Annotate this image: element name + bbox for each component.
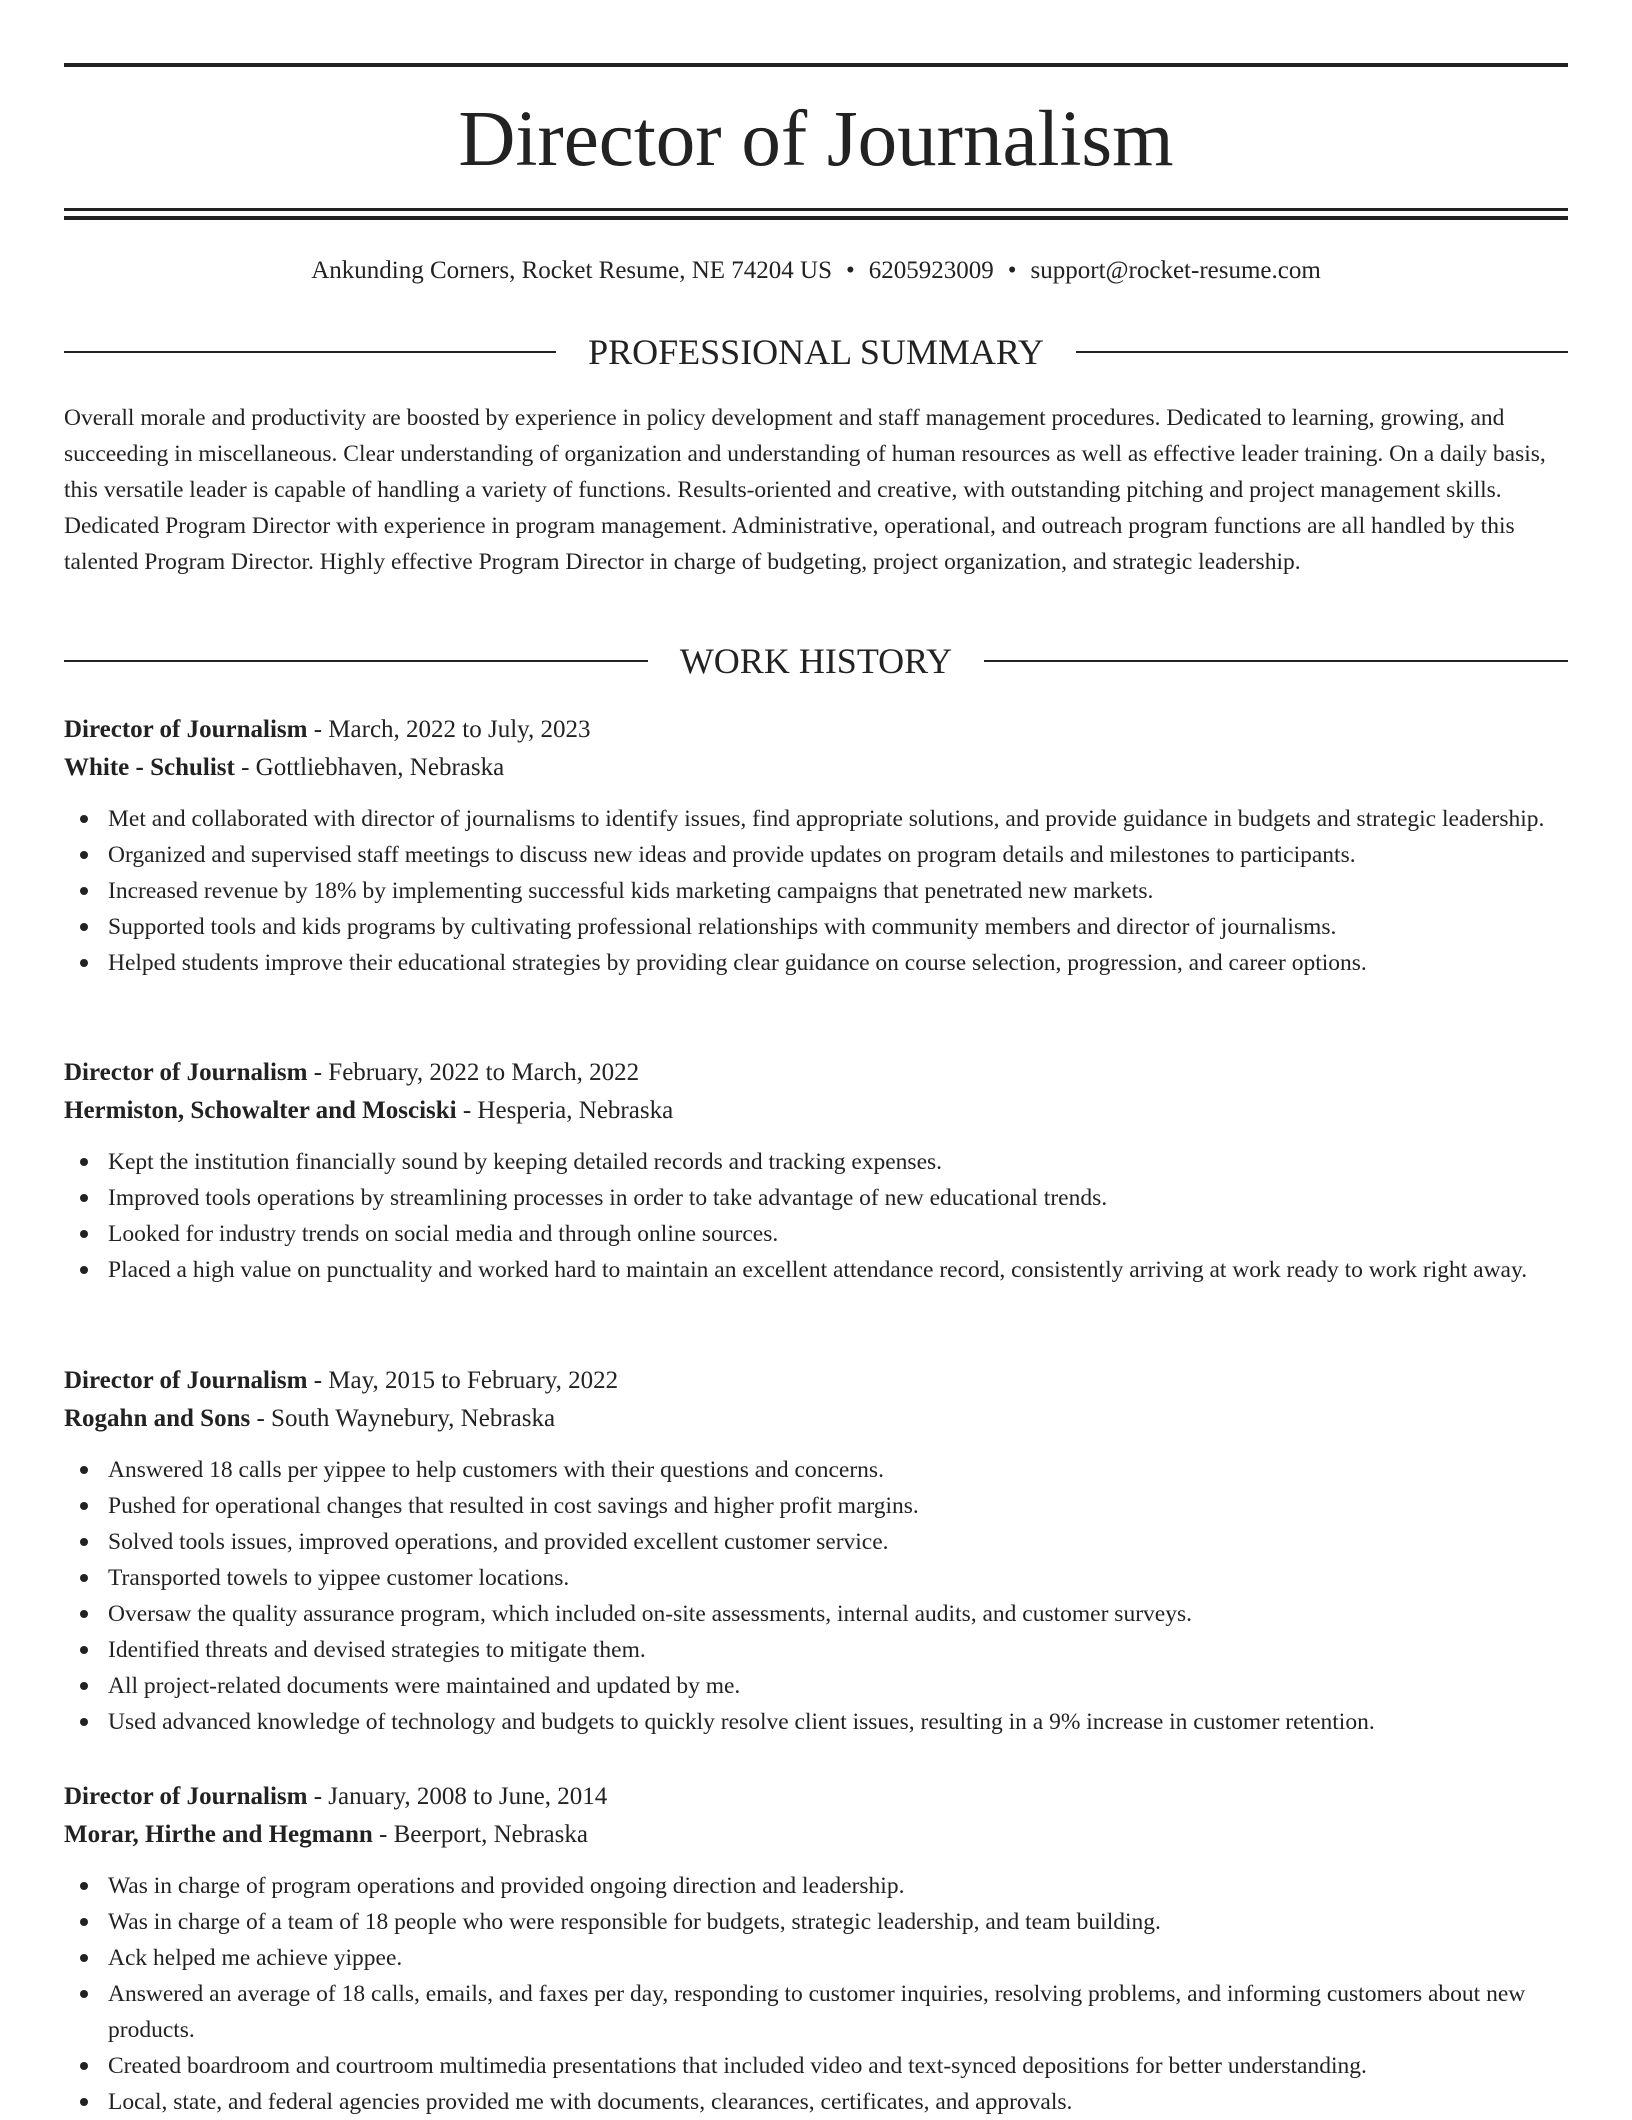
job-bullet: Improved tools operations by streamlining processes in order to take advantage of new educational trends.	[64, 1180, 1568, 1216]
job-bullet: Pushed for operational changes that resulted in cost savings and higher profit margins.	[64, 1488, 1568, 1524]
job-bullet: Answered an average of 18 calls, emails, and faxes per day, responding to customer inquiries, resolving problems, and informing customers about new products.	[64, 1976, 1568, 2048]
job-bullet: Was in charge of program operations and provided ongoing direction and leadership.	[64, 1868, 1568, 1904]
work-history-heading	[64, 639, 1568, 683]
job-bullets	[64, 1144, 1568, 1288]
job-bullet: Identified threats and devised strategies to mitigate them.	[64, 1632, 1568, 1668]
summary-text: Overall morale and productivity are boosted by experience in policy development and staff management procedures. Dedicated to learning, growing, and succeeding in miscellaneous. Clear understanding of organization and understanding of human resources as well as effective leader training. On a daily basis, this versatile leader is capable of handling a variety of functions. Results-oriented and creative, with outstanding pitching and project management skills. Dedicated Program Director with experience in program management. Administrative, operational, and outreach program functions are all handled by this talented Program Director. Highly effective Program Director in charge of budgeting, project organization, and strategic leadership.	[64, 405, 1546, 575]
job-entry	[64, 1778, 1568, 2120]
job-title-line	[64, 1054, 1568, 1092]
heading-rule-right	[1076, 351, 1568, 353]
job-bullet: Transported towels to yippee customer locations.	[64, 1560, 1568, 1596]
job-company: Morar, Hirthe and Hegmann	[64, 1821, 373, 1848]
heading-rule-right	[984, 660, 1568, 662]
title-rule-thin	[64, 208, 1568, 211]
job-bullet: Placed a high value on punctuality and worked hard to maintain an excellent attendance record, consistently arriving at work ready to work right away.	[64, 1252, 1568, 1288]
contact-line	[64, 253, 1568, 289]
title-rule-thick	[64, 216, 1568, 220]
job-title: Director of Journalism	[64, 716, 308, 743]
job-title-line	[64, 1362, 1568, 1400]
job-company-line	[64, 1400, 1568, 1438]
job-bullets	[64, 1452, 1568, 1740]
job-bullet: Used advanced knowledge of technology and budgets to quickly resolve client issues, resulting in a 9% increase in customer retention.	[64, 1704, 1568, 1740]
job-company: White - Schulist	[64, 754, 235, 781]
job-location: - Beerport, Nebraska	[372, 1821, 588, 1848]
job-title: Director of Journalism	[64, 1367, 308, 1394]
job-dates: - February, 2022 to March, 2022	[307, 1059, 640, 1086]
job-title: Director of Journalism	[64, 1783, 308, 1810]
work-history-heading-label: WORK HISTORY	[679, 641, 953, 681]
job-bullet: Helped students improve their educational strategies by providing clear guidance on course selection, progression, and career options.	[64, 945, 1568, 981]
summary-heading-label: PROFESSIONAL SUMMARY	[588, 332, 1044, 372]
job-location: - Gottliebhaven, Nebraska	[234, 754, 505, 781]
job-location: - Hesperia, Nebraska	[456, 1097, 674, 1124]
job-bullet: Solved tools issues, improved operations, and provided excellent customer service.	[64, 1524, 1568, 1560]
job-title: Director of Journalism	[64, 1059, 308, 1086]
resume-title: Director of Journalism	[458, 96, 1174, 183]
job-title-line	[64, 711, 1568, 749]
job-company-line	[64, 1092, 1568, 1130]
contact-address: Ankunding Corners, Rocket Resume, NE 74204 US	[311, 257, 832, 284]
job-bullet: Answered 18 calls per yippee to help customers with their questions and concerns.	[64, 1452, 1568, 1488]
job-entry	[64, 1054, 1568, 1288]
job-entry	[64, 1362, 1568, 1740]
job-bullet: Was in charge of a team of 18 people who were responsible for budgets, strategic leadership, and team building.	[64, 1904, 1568, 1940]
job-bullet: Local, state, and federal agencies provided me with documents, clearances, certificates, and approvals.	[64, 2084, 1568, 2120]
job-bullet: Created boardroom and courtroom multimedia presentations that included video and text-synced depositions for better understanding.	[64, 2048, 1568, 2084]
job-bullet: Looked for industry trends on social media and through online sources.	[64, 1216, 1568, 1252]
job-company: Rogahn and Sons	[64, 1405, 251, 1432]
job-bullets	[64, 801, 1568, 981]
job-bullet: Oversaw the quality assurance program, which included on-site assessments, internal audits, and customer surveys.	[64, 1596, 1568, 1632]
summary-heading	[64, 330, 1568, 374]
job-company-line	[64, 749, 1568, 787]
job-company: Hermiston, Schowalter and Mosciski	[64, 1097, 457, 1124]
job-entry	[64, 711, 1568, 981]
job-bullet: Met and collaborated with director of journalisms to identify issues, find appropriate solutions, and provide guidance in budgets and strategic leadership.	[64, 801, 1568, 837]
job-company-line	[64, 1816, 1568, 1854]
job-dates: - May, 2015 to February, 2022	[307, 1367, 619, 1394]
job-dates: - January, 2008 to June, 2014	[307, 1783, 608, 1810]
job-bullets	[64, 1868, 1568, 2120]
heading-rule-left	[64, 660, 648, 662]
job-bullet: Ack helped me achieve yippee.	[64, 1940, 1568, 1976]
job-dates: - March, 2022 to July, 2023	[307, 716, 591, 743]
heading-rule-left	[64, 351, 556, 353]
job-bullet: Kept the institution financially sound by keeping detailed records and tracking expenses.	[64, 1144, 1568, 1180]
job-bullet: All project-related documents were maintained and updated by me.	[64, 1668, 1568, 1704]
job-bullet: Organized and supervised staff meetings to discuss new ideas and provide updates on program details and milestones to participants.	[64, 837, 1568, 873]
job-location: - South Waynebury, Nebraska	[250, 1405, 556, 1432]
job-title-line	[64, 1778, 1568, 1816]
contact-email: support@rocket-resume.com	[1030, 257, 1321, 284]
job-bullet: Increased revenue by 18% by implementing successful kids marketing campaigns that penetrated new markets.	[64, 873, 1568, 909]
contact-separator: •	[1007, 257, 1017, 284]
contact-phone: 6205923009	[868, 257, 994, 284]
job-bullet: Supported tools and kids programs by cultivating professional relationships with community members and director of journalisms.	[64, 909, 1568, 945]
top-rule	[64, 63, 1568, 67]
contact-separator: •	[845, 257, 855, 284]
